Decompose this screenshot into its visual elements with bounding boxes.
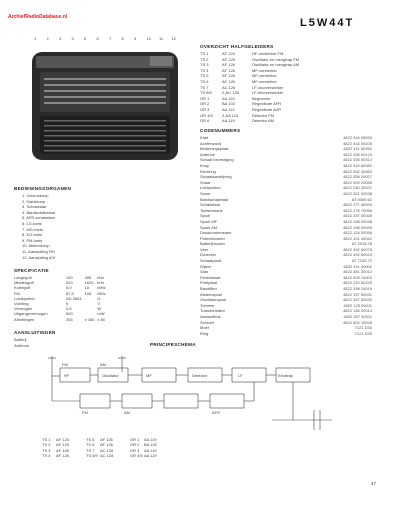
table-cell: 264 <box>66 316 73 322</box>
part-number: 4822 157 50032 <box>343 297 372 303</box>
part-name: Transformator <box>200 308 225 314</box>
part-number: AT 2018 25 <box>351 241 372 247</box>
semiconductor-code: GR 3 <box>200 106 210 112</box>
block-diagram <box>42 354 342 434</box>
part-number: 4822 416 05105 <box>343 140 372 146</box>
table-cell: Luidspreker <box>14 295 35 301</box>
part-name: Knop <box>200 162 210 168</box>
signal-label: FM <box>62 362 68 367</box>
part-number: 4822 492 60023 <box>343 252 372 258</box>
part-number: 4822 381 30012 <box>343 269 372 275</box>
control-number: 12 <box>171 36 176 41</box>
table-cell: Kortegolf <box>14 285 31 291</box>
table-cell: TS 5 <box>86 437 95 442</box>
semiconductor-code: TS 4 <box>200 67 209 73</box>
semiconductor-description: MF-versterker <box>252 73 277 79</box>
model-title: L5W44T <box>300 17 355 29</box>
table-cell: GR 3 <box>130 447 140 453</box>
semiconductor-description: Regeldiode AVR <box>252 106 282 112</box>
part-name: Antenne <box>200 151 215 157</box>
part-number: 4822 240 30021 <box>343 185 372 191</box>
table-cell: V <box>97 301 101 307</box>
part-name: Schaalplaat <box>200 258 221 264</box>
table-row <box>14 317 109 322</box>
table-cell: GR 1 <box>130 437 140 442</box>
semiconductor-type: AF 126 <box>222 73 235 79</box>
part-number: 4822 502 10028 <box>343 319 372 325</box>
table-cell: TS 2 <box>42 442 51 448</box>
table-cell: 18 <box>84 285 90 291</box>
table-cell: MHz <box>97 285 106 291</box>
semiconductor-type: AA 119 <box>222 106 235 112</box>
semiconductor-description: Begrenzer <box>252 95 271 101</box>
part-number: 4822 158 00045 <box>343 224 372 230</box>
table-cell: MHz <box>97 290 106 296</box>
semiconductor-type: AF 125 <box>222 56 235 62</box>
part-name: Glas <box>200 269 209 275</box>
part-number: 4822 411 60252 <box>343 146 372 152</box>
table-cell: AF 126 <box>100 442 113 448</box>
table-cell: AF 126 <box>56 447 69 453</box>
radio-illustration <box>30 48 180 166</box>
part-number: 7121 D39 <box>354 330 372 336</box>
block-label: Eindtrap <box>278 373 293 378</box>
part-number: 4822 158 00038 <box>343 218 372 224</box>
list-item <box>200 118 352 124</box>
list-item: 6. LG-toets <box>22 220 42 226</box>
part-number: 4822 277 40093 <box>343 202 372 208</box>
table-cell: TS 3 <box>42 447 51 453</box>
table-cell: AA 119 <box>144 453 157 459</box>
list-item: 11. Aansluiting FM <box>22 248 55 254</box>
block-label: MF <box>146 373 152 378</box>
table-cell: 500 <box>66 311 73 317</box>
control-number: 1 <box>34 36 37 41</box>
part-name: Bedieningsplaat <box>200 146 229 152</box>
part-name: Drukveer <box>200 252 217 258</box>
table-cell: Middengolf <box>14 280 34 286</box>
control-number: 11 <box>159 36 164 41</box>
part-name: Afstemspoel <box>200 291 223 297</box>
list-item: 10. Afstemknop <box>22 243 50 249</box>
control-number: 7 <box>109 36 112 41</box>
part-name: Kast <box>200 135 209 140</box>
semiconductor-code: TS 5 <box>200 73 209 79</box>
part-number: 4822 124 20056 <box>343 230 372 236</box>
table-cell: AA 119 <box>144 447 157 453</box>
semiconductor-type: AA 119 <box>222 95 235 101</box>
list-item: Batterij <box>14 337 27 342</box>
semiconductor-type: AC 126 <box>222 84 236 90</box>
list-item: Antenne <box>14 342 29 348</box>
spec-title: SPECIFICATIE <box>14 268 49 273</box>
semiconductor-description: Regeldiode AFR <box>252 101 282 107</box>
part-name: Veer <box>200 246 209 252</box>
part-name: Snoer <box>200 190 211 196</box>
table-cell: 1620 <box>84 280 94 286</box>
semiconductor-description: Oscillator en mengtrap AM <box>252 62 300 68</box>
table-cell: BA 102 <box>144 442 157 448</box>
part-number: 4822 146 20014 <box>343 308 372 314</box>
part-name: Aansluitbus <box>200 314 221 319</box>
signal-label: FM <box>82 410 88 415</box>
part-number: 7121 D30 <box>354 325 372 331</box>
list-item: 3. Schakelaar <box>22 204 47 210</box>
table-cell: Ω <box>97 295 101 301</box>
control-number: 6 <box>96 36 99 41</box>
table-cell: TS 7 <box>86 447 95 453</box>
part-number: 4822 210 60225 <box>343 280 372 286</box>
part-name: Schroef <box>200 319 214 325</box>
table-cell: AA 119 <box>144 437 157 442</box>
part-name: Bandschakelaar <box>200 196 229 202</box>
semiconductor-code: GR 2 <box>200 101 210 107</box>
table-cell: Uitgangsvermogen <box>14 311 48 317</box>
controls-title: BEDIENINGSORGANEN <box>14 186 72 191</box>
part-number: AT 7153 72 <box>351 258 372 264</box>
table-cell: TS 4 <box>42 453 51 459</box>
list-item: 5. AFR-schakelaar <box>22 215 55 221</box>
list-item: 2. Klankknop <box>22 198 46 204</box>
table-cell: AF 126 <box>100 437 113 442</box>
table-cell: 9 <box>66 301 69 307</box>
part-number: 4822 267 30011 <box>343 314 372 319</box>
bottom-transistor-table <box>42 437 174 459</box>
part-number: 4822 101 40042 <box>343 235 372 241</box>
block-label: Oscillator <box>102 373 119 378</box>
semiconductor-code: TS 3 <box>200 62 209 68</box>
control-number: 10 <box>146 36 151 41</box>
semiconductor-type: AF 126 <box>222 62 235 68</box>
part-number: 4822 255 00123 <box>343 151 372 157</box>
semiconductor-type: AA 119 <box>222 118 235 124</box>
semiconductor-type: AF 124 <box>222 51 235 56</box>
signal-label: AM <box>124 410 130 415</box>
table-cell: TS 1 <box>42 437 51 442</box>
table-cell: AC 128 <box>100 453 114 459</box>
part-name: Trimmer <box>200 302 215 308</box>
part-name: Schaalaandrijving <box>200 174 232 180</box>
semiconductor-description: Detector AM <box>252 118 275 124</box>
list-item: 4. Bandschakelaar <box>22 209 56 215</box>
part-name: Bandfilter <box>200 286 217 292</box>
connections-title: AANSLUITINGEN <box>14 330 56 335</box>
table-cell: TS 8/9 <box>86 453 98 459</box>
part-name: Spoel MF <box>200 218 218 224</box>
part-number: 4822 276 70055 <box>343 207 372 213</box>
control-number: 3 <box>59 36 62 41</box>
table-cell: AF 126 <box>56 453 69 459</box>
semiconductor-type: 2-AC 128 <box>222 90 239 96</box>
part-number: 4822 526 10002 <box>343 274 372 280</box>
code-numbers <box>200 128 372 336</box>
list-item <box>200 331 372 337</box>
part-name: Potentiometer <box>200 235 225 241</box>
part-name: Printplaat <box>200 280 217 286</box>
connections <box>14 330 56 348</box>
table-cell: 108 <box>84 290 92 296</box>
table-cell: AF 125 <box>56 442 69 448</box>
controls-list <box>14 186 71 260</box>
table-cell: Langegolf <box>14 275 32 280</box>
part-name: Spoel <box>200 213 211 219</box>
part-number: 4822 532 40063 <box>343 168 372 174</box>
part-number: 4822 535 00314 <box>343 157 372 163</box>
semiconductor-description: Detector FM <box>252 112 275 118</box>
part-number: 4822 411 40001 <box>343 263 372 269</box>
part-number: 4822 358 20027 <box>343 174 372 180</box>
part-name: Schaal bevestiging <box>200 157 234 163</box>
control-number: 2 <box>46 36 49 41</box>
specification <box>14 268 109 322</box>
part-number: 4822 125 50011 <box>343 302 372 308</box>
semiconductor-code: TS 1 <box>200 51 209 56</box>
semiconductor-type: 2-AA 119 <box>222 112 239 118</box>
part-number: 4822 157 50031 <box>343 291 372 297</box>
table-cell: AC 126 <box>100 447 114 453</box>
semiconductor-description: Oscillator en mengtrap FM <box>252 56 300 62</box>
table-cell: 285 <box>84 275 92 280</box>
part-number: 4822 492 60078 <box>343 246 372 252</box>
part-number: AT 6065 62 <box>351 196 372 202</box>
code-numbers-title: CODENUMMERS <box>200 128 241 133</box>
part-number: 4822 410 60082 <box>343 162 372 168</box>
part-name: Ferrietstaaf <box>200 274 221 280</box>
semiconductor-code: GR 1 <box>200 95 210 101</box>
table-cell: x 80 <box>97 316 105 322</box>
semiconductor-code: GR 4/5 <box>200 112 213 118</box>
block-label: Detector <box>192 373 208 378</box>
table-cell: 0,6 <box>66 306 72 312</box>
list-item: 1. Volumeknop <box>22 193 49 198</box>
list-item: 12. Aansluiting A/V <box>22 254 56 260</box>
part-name: Draaicondensator <box>200 230 232 236</box>
semiconductor-type: AF 126 <box>222 78 235 84</box>
table-cell: 87,5 <box>66 290 74 296</box>
semiconductor-code: TS 2 <box>200 56 209 62</box>
semiconductor-description: MF-versterker <box>252 67 277 73</box>
table-cell: kHz <box>97 280 105 286</box>
table-cell: x 160 <box>84 316 95 322</box>
semiconductor-code: TS 7 <box>200 84 209 90</box>
table-cell: FM <box>14 290 20 296</box>
control-numbers <box>30 30 180 48</box>
part-number: 4822 416 05093 <box>343 135 372 140</box>
page-number: 47 <box>371 481 377 486</box>
semiconductor-code: TS 8/9 <box>200 90 212 96</box>
site-name: ArchiefRadioDatabase.nl <box>8 14 68 20</box>
semiconductor-description: MF-versterker <box>252 78 277 84</box>
semiconductor-description: LF-eindversterker <box>252 90 284 96</box>
part-name: Spoel AM <box>200 224 218 230</box>
part-name: Snaar <box>200 179 211 185</box>
control-number: 9 <box>134 36 137 41</box>
list-item: 8. KG-toets <box>22 232 43 238</box>
part-number: 4822 525 20085 <box>343 179 372 185</box>
signal-label: AFR <box>212 410 220 415</box>
table-cell: Afmetingen <box>14 316 35 322</box>
control-number: 8 <box>121 36 124 41</box>
control-number: 4 <box>71 36 74 41</box>
block-label: LF <box>238 373 243 378</box>
part-name: Oscillatorspoel <box>200 297 227 303</box>
part-name: Achterwand <box>200 140 222 146</box>
semiconductor-description: HF-versterker FM <box>252 51 284 56</box>
table-cell: W <box>97 306 102 312</box>
list-item: 7. MG-toets <box>22 226 43 232</box>
table-cell: Vermogen <box>14 306 33 312</box>
semiconductor-type: BA 102 <box>222 101 235 107</box>
table-cell: 520 <box>66 280 73 286</box>
part-name: Klemring <box>200 168 216 174</box>
part-name: Moer <box>200 325 210 331</box>
semiconductor-type: AF 126 <box>222 67 235 73</box>
schema-title: PRINCIPESCHEMA <box>150 342 196 347</box>
table-cell: GR 4/5 <box>130 453 143 459</box>
semiconductor-description: LF-voorversterker <box>252 84 284 90</box>
part-name: Ring <box>200 330 209 336</box>
control-number: 5 <box>84 36 87 41</box>
table-cell: Voeding <box>14 301 29 307</box>
part-name: Toetsenbank <box>200 207 223 213</box>
part-name: Luidspreker <box>200 185 221 191</box>
block-label: HF <box>64 373 70 378</box>
transistor-list-title: OVERZICHT HALFGELEIDERS <box>200 44 274 49</box>
signal-label: AM <box>100 362 106 367</box>
table-cell: GR 2 <box>130 442 140 448</box>
part-name: Batterijhouder <box>200 241 225 247</box>
table-cell: 5,9 <box>66 285 72 291</box>
table-cell: TS 6 <box>86 442 95 448</box>
part-number: 4822 158 10019 <box>343 286 372 292</box>
part-number: 4822 157 00028 <box>343 213 372 219</box>
part-number: 4822 321 00038 <box>343 190 372 196</box>
part-name: Schakelaar <box>200 202 221 208</box>
table-cell: mW <box>97 311 105 317</box>
table-cell: AF 124 <box>56 437 69 442</box>
table-cell: 150 <box>66 275 73 280</box>
table-cell: AD 3591 <box>66 295 82 301</box>
semiconductor-code: TS 6 <box>200 78 209 84</box>
table-cell: kHz <box>97 275 105 280</box>
semiconductor-code: GR 6 <box>200 118 210 124</box>
list-item: 9. FM-toets <box>22 237 43 243</box>
transistor-list <box>200 44 352 124</box>
part-name: Wijzer <box>200 263 212 269</box>
